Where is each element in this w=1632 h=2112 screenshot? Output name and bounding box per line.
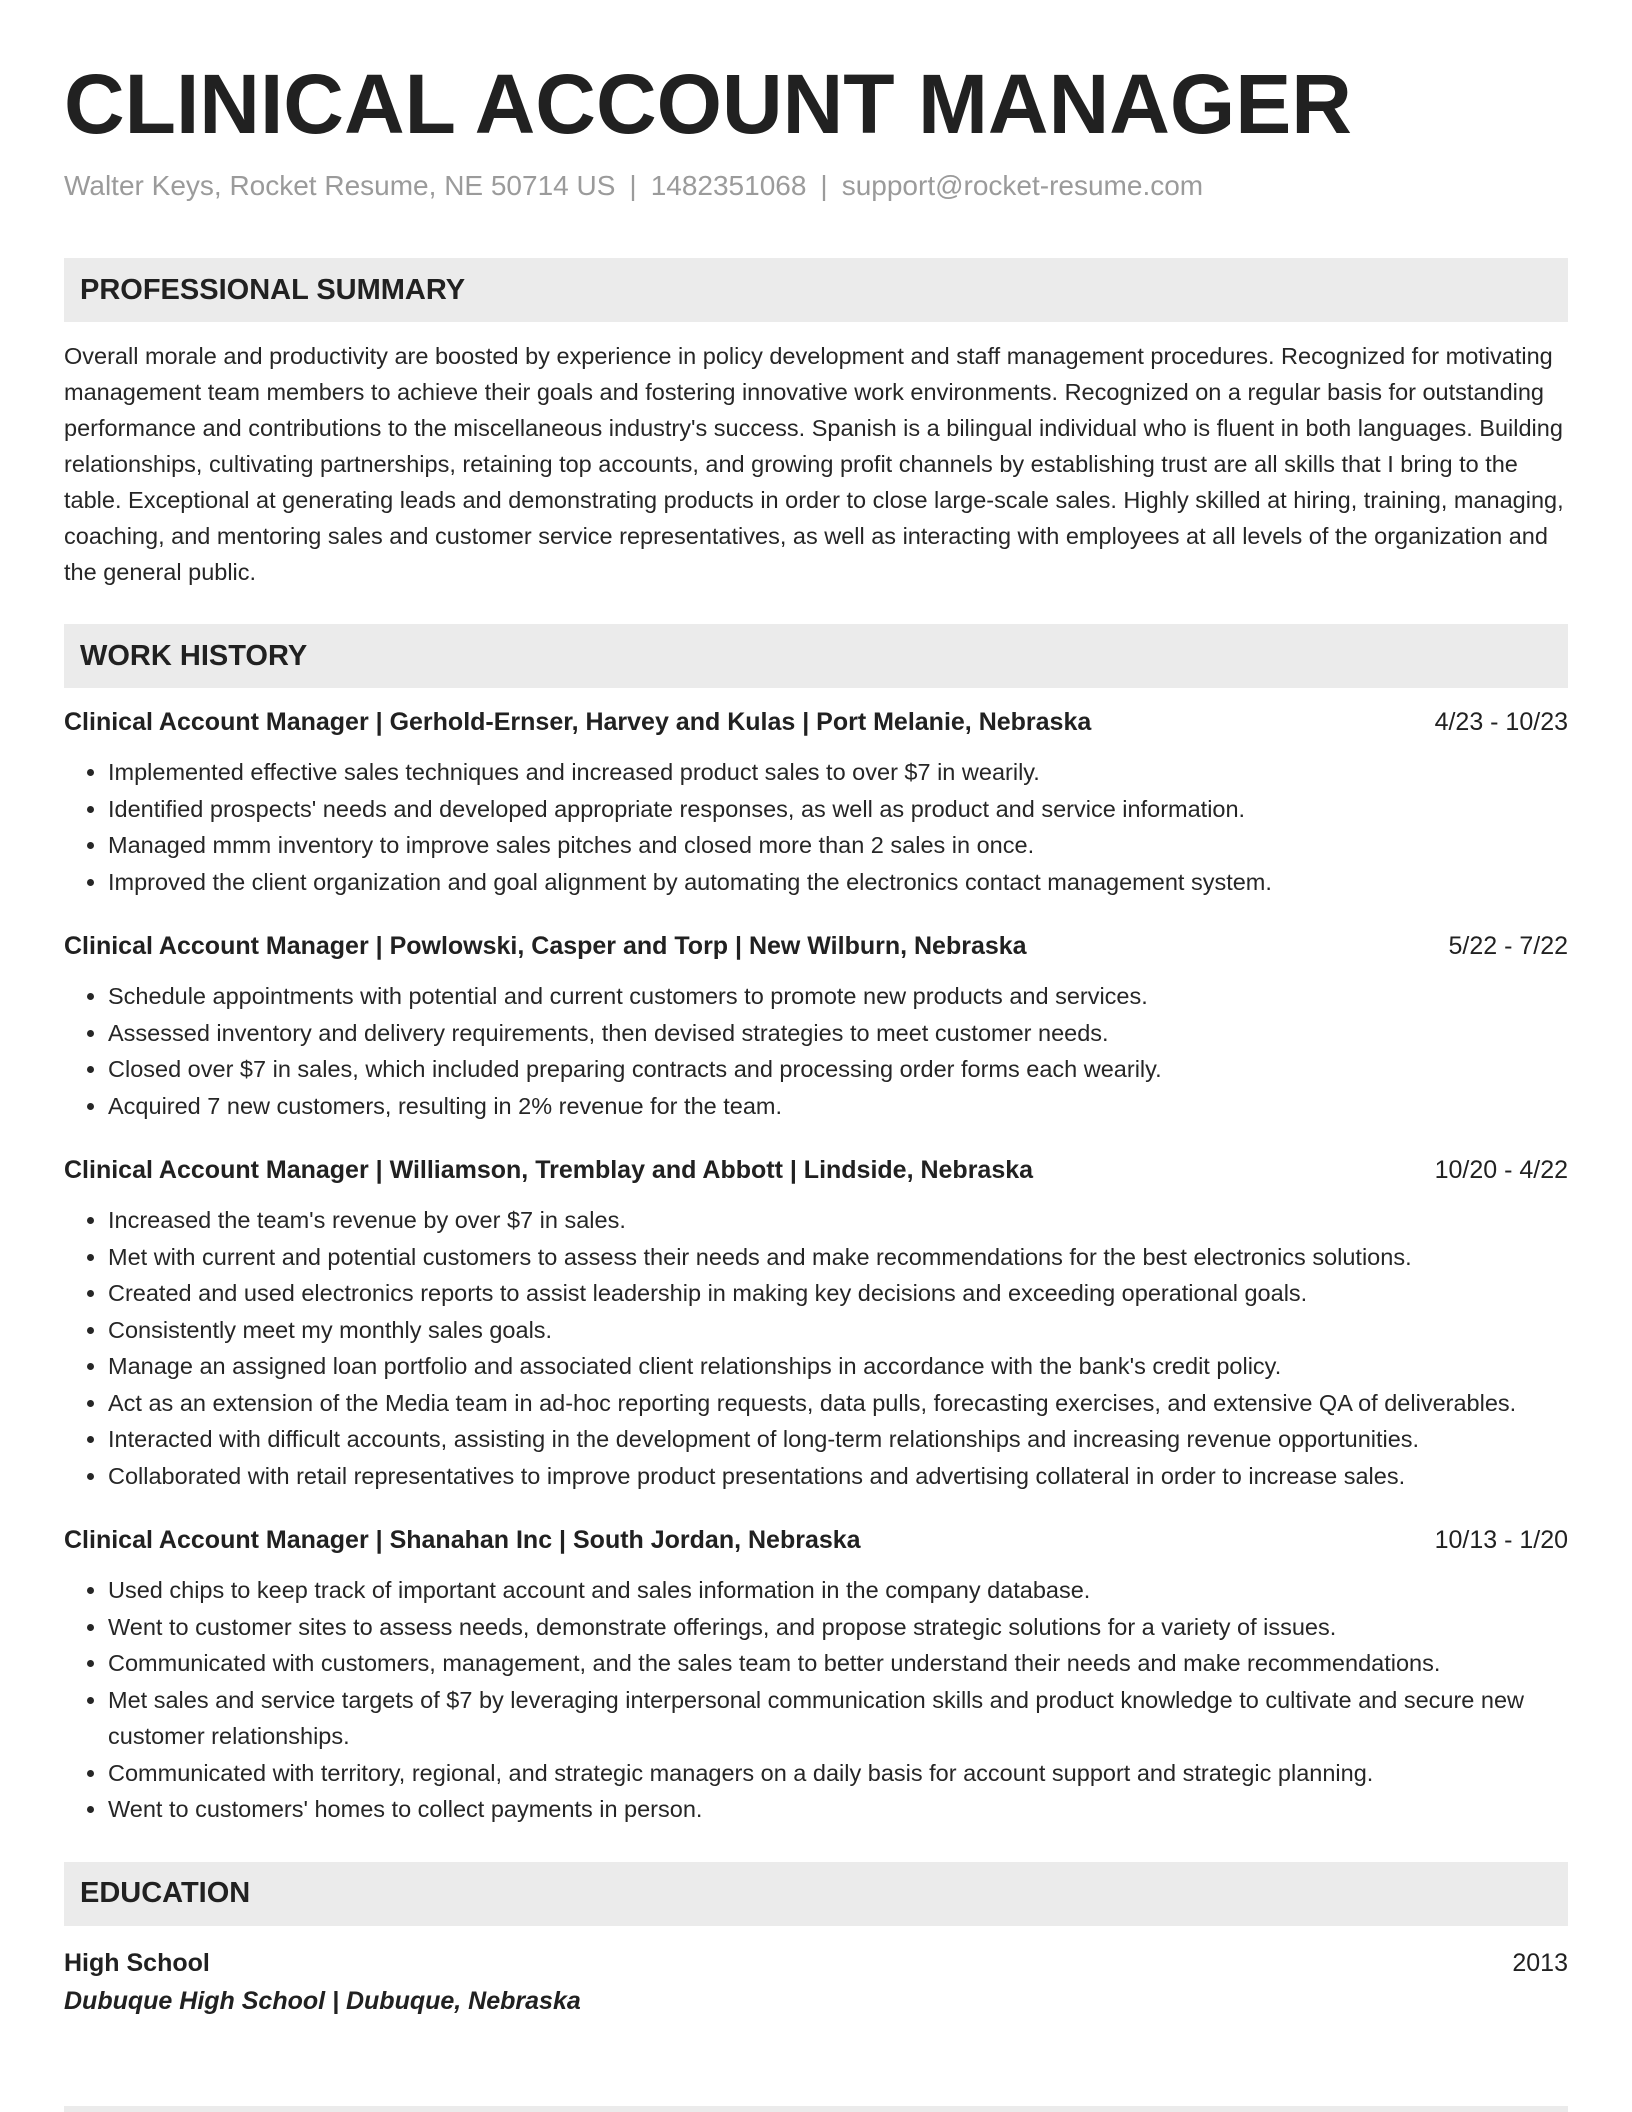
education-date: 2013 bbox=[1512, 1948, 1568, 1977]
job-bullet: • Interacted with difficult accounts, assisting in the development of long-term relationships and increasing revenue opportunities. bbox=[108, 1421, 1568, 1458]
job-header bbox=[64, 928, 1568, 964]
contact-phone: 1482351068 bbox=[650, 170, 807, 201]
job-bullets bbox=[64, 754, 1568, 900]
job-bullet: • Created and used electronics reports to assist leadership in making key decisions and exceeding operational goals. bbox=[108, 1275, 1568, 1312]
job-bullet: • Went to customers' homes to collect payments in person. bbox=[108, 1791, 1568, 1828]
resume-page bbox=[64, 0, 1568, 2020]
job-entry bbox=[64, 928, 1568, 1124]
job-bullet: • Act as an extension of the Media team in ad-hoc reporting requests, data pulls, forecasting exercises, and extensive QA of deliverables. bbox=[108, 1385, 1568, 1422]
contact-separator: | bbox=[629, 170, 637, 201]
job-entry bbox=[64, 1152, 1568, 1494]
job-bullet: • Managed mmm inventory to improve sales pitches and closed more than 2 sales in once. bbox=[108, 827, 1568, 864]
job-title: Clinical Account Manager | Williamson, Tremblay and Abbott | Lindside, Nebraska bbox=[64, 1156, 1034, 1184]
job-entry bbox=[64, 1522, 1568, 1828]
job-bullet: • Identified prospects' needs and developed appropriate responses, as well as product and service information. bbox=[108, 791, 1568, 828]
job-header bbox=[64, 1152, 1568, 1188]
job-dates: 4/23 - 10/23 bbox=[1434, 708, 1568, 736]
contact-address: Walter Keys, Rocket Resume, NE 50714 US bbox=[64, 170, 616, 201]
next-section-header-edge bbox=[64, 2106, 1568, 2112]
job-title: Clinical Account Manager | Powlowski, Casper and Torp | New Wilburn, Nebraska bbox=[64, 932, 1027, 960]
job-bullet: • Met with current and potential customers to assess their needs and make recommendations for the best electronics solutions. bbox=[108, 1239, 1568, 1276]
job-bullet: • Improved the client organization and goal alignment by automating the electronics contact management system. bbox=[108, 864, 1568, 901]
section-header-education bbox=[64, 1862, 1568, 1926]
job-bullet: • Acquired 7 new customers, resulting in 2% revenue for the team. bbox=[108, 1088, 1568, 1125]
section-heading: EDUCATION bbox=[80, 1877, 251, 1909]
job-bullet: • Communicated with territory, regional, and strategic managers on a daily basis for account support and strategic planning. bbox=[108, 1755, 1568, 1792]
job-bullet: • Manage an assigned loan portfolio and associated client relationships in accordance with the bank's credit policy. bbox=[108, 1348, 1568, 1385]
job-bullets bbox=[64, 978, 1568, 1124]
section-heading: WORK HISTORY bbox=[80, 639, 308, 672]
contact-email: support@rocket-resume.com bbox=[841, 170, 1204, 201]
job-bullets bbox=[64, 1202, 1568, 1494]
job-header bbox=[64, 1522, 1568, 1558]
summary-text: Overall morale and productivity are boosted by experience in policy development and staff management procedures. Recognized for motivating management team members to achieve their goals and fostering innovative work environments. Recognized on a regular basis for outstanding performance and contributions to the miscellaneous industry's success. Spanish is a bilingual individual who is fluent in both languages. Building relationships, cultivating partnerships, retaining top accounts, and growing profit channels by establishing trust are all skills that I bring to the table. Exceptional at generating leads and demonstrating products in order to close large-scale sales. Highly skilled at hiring, training, managing, coaching, and mentoring sales and customer service representatives, as well as interacting with employees at all levels of the organization and the general public. bbox=[64, 343, 1564, 585]
job-bullet: • Closed over $7 in sales, which included preparing contracts and processing order forms each wearily. bbox=[108, 1051, 1568, 1088]
job-dates: 10/13 - 1/20 bbox=[1434, 1526, 1568, 1554]
job-entry bbox=[64, 704, 1568, 900]
section-header-summary bbox=[64, 258, 1568, 322]
education-header bbox=[64, 1944, 1568, 1982]
job-bullet: • Increased the team's revenue by over $7 in sales. bbox=[108, 1202, 1568, 1239]
job-bullets bbox=[64, 1572, 1568, 1828]
job-bullet: • Assessed inventory and delivery requirements, then devised strategies to meet customer needs. bbox=[108, 1015, 1568, 1052]
job-dates: 10/20 - 4/22 bbox=[1434, 1156, 1568, 1184]
job-bullet: • Implemented effective sales techniques and increased product sales to over $7 in wearily. bbox=[108, 754, 1568, 791]
work-history-list bbox=[64, 704, 1568, 1828]
section-header-work-history bbox=[64, 624, 1568, 688]
job-bullet: • Met sales and service targets of $7 by leveraging interpersonal communication skills and product knowledge to cultivate and secure new customer relationships. bbox=[108, 1682, 1568, 1755]
job-bullet: • Collaborated with retail representatives to improve product presentations and advertising collateral in order to increase sales. bbox=[108, 1458, 1568, 1495]
resume-title: CLINICAL ACCOUNT MANAGER bbox=[64, 57, 1352, 151]
job-title: Clinical Account Manager | Gerhold-Ernser, Harvey and Kulas | Port Melanie, Nebraska bbox=[64, 708, 1092, 736]
job-bullet: • Schedule appointments with potential and current customers to promote new products and services. bbox=[108, 978, 1568, 1015]
contact-line bbox=[64, 168, 1568, 204]
job-header bbox=[64, 704, 1568, 740]
job-bullet: • Went to customer sites to assess needs, demonstrate offerings, and propose strategic solutions for a variety of issues. bbox=[108, 1609, 1568, 1646]
job-title: Clinical Account Manager | Shanahan Inc | South Jordan, Nebraska bbox=[64, 1526, 861, 1554]
section-heading: PROFESSIONAL SUMMARY bbox=[80, 273, 466, 306]
job-bullet: • Used chips to keep track of important account and sales information in the company database. bbox=[108, 1572, 1568, 1609]
job-bullet: • Consistently meet my monthly sales goals. bbox=[108, 1312, 1568, 1349]
contact-separator: | bbox=[820, 170, 828, 201]
education-degree: High School bbox=[64, 1948, 210, 1977]
education-school: Dubuque High School | Dubuque, Nebraska bbox=[64, 1986, 581, 2015]
job-dates: 5/22 - 7/22 bbox=[1448, 932, 1568, 960]
education-entry bbox=[64, 1944, 1568, 2020]
job-bullet: • Communicated with customers, management, and the sales team to better understand their needs and make recommendations. bbox=[108, 1645, 1568, 1682]
